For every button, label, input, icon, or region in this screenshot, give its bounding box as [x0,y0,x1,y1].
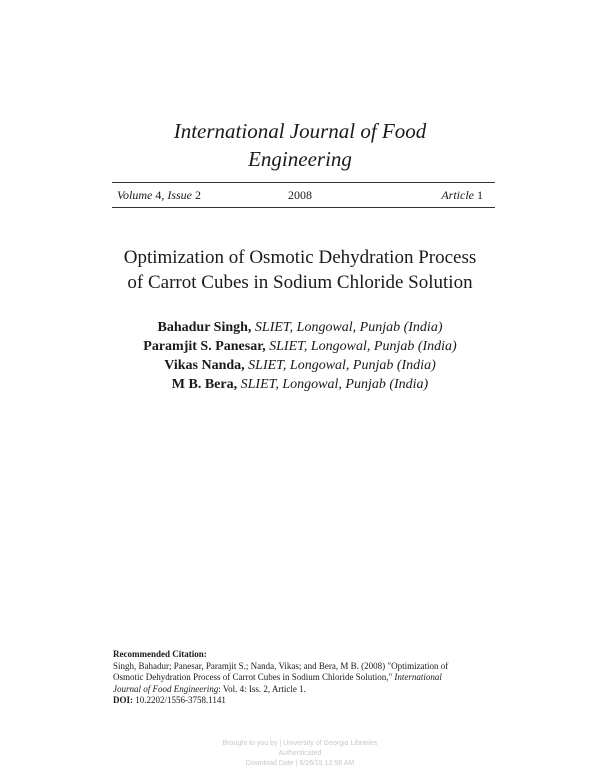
download-watermark: Brought to you by | University of Georgia Libraries Authenticated Download Date | 6/26/15 12:58 AM [222,740,378,767]
author-affiliation: SLIET, Longowal, Punjab (India) [254,320,443,335]
citation-doi: DOI: 10.2202/1556-3758.1141 [113,695,226,705]
article-title-line2: of Carrot Cubes in Sodium Chloride Solution [127,272,473,293]
article-title [90,245,510,295]
recommended-citation [113,649,493,707]
journal-title-line1: International Journal of Food [173,119,427,143]
article-number: Article 1 [441,187,483,202]
bottom-rule [112,207,495,208]
author-line [80,375,520,394]
author-line [80,318,520,337]
author-list [80,318,520,394]
citation-line1: Singh, Bahadur; Panesar, Paramjit S.; Nanda, Vikas; and Bera, M B. (2008) "Optimization of [113,660,449,671]
author-affiliation: SLIET, Longowal, Punjab (India) [269,339,457,354]
citation-heading: Recommended Citation: [113,649,207,659]
article-title-line1: Optimization of Osmotic Dehydration Process [123,247,477,268]
volume-issue: Volume 4, Issue 2 [117,187,201,202]
journal-title [100,117,500,173]
author-name: Paramjit S. Panesar, [143,339,266,354]
issue-info-row [117,186,483,204]
doi-link[interactable]: 10.2202/1556-3758.1141 [135,695,226,705]
author-affiliation: SLIET, Longowal, Punjab (India) [240,377,429,392]
author-name: M B. Bera, [171,377,238,392]
author-line [80,337,520,356]
journal-title-line2: Engineering [248,147,352,171]
top-rule [112,182,495,183]
citation-line3: Journal of Food Engineering: Vol. 4: Iss. 2, Article 1. [113,683,306,694]
author-affiliation: SLIET, Longowal, Punjab (India) [248,358,436,373]
year: 2008 [288,187,312,202]
author-line [80,356,520,375]
author-name: Bahadur Singh, [157,320,252,335]
citation-line2: Osmotic Dehydration Process of Carrot Cubes in Sodium Chloride Solution," International [113,672,442,682]
author-name: Vikas Nanda, [164,358,245,373]
